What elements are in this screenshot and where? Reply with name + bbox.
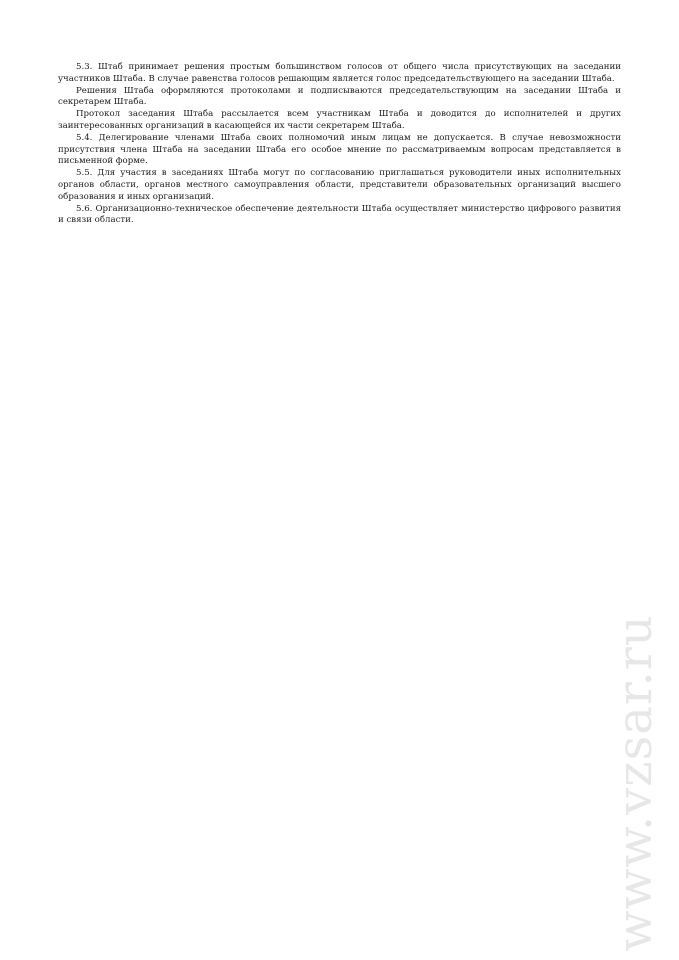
paragraph-5-6: 5.6. Организационно-техническое обеспечение деятельности Штаба осуществляет министерство цифрового развития и связи области.	[58, 203, 621, 226]
paragraph-5-4: 5.4. Делегирование членами Штаба своих полномочий иным лицам не допускается. В случае невозможности присутствия члена Штаба на заседании Штаба его особое мнение по рассматриваемым вопросам представляется в письменной форме.	[58, 132, 621, 167]
paragraph-5-5: 5.5. Для участия в заседаниях Штаба могут по согласованию приглашаться руководители иных исполнительных органов области, органов местного самоуправления области, представители образовательных организаций высшего образования и иных организаций.	[58, 168, 621, 202]
paragraph-decisions: Решения Штаба оформляются протоколами и подписываются председательствующим на заседании Штаба и секретарем Штаба.	[58, 85, 621, 108]
paragraph-protocol: Протокол заседания Штаба рассылается всем участникам Штаба и доводится до исполнителей и других заинтересованных организаций в касающейся их части секретарем Штаба.	[58, 109, 621, 131]
paragraph-5-3: 5.3. Штаб принимает решения простым большинством голосов от общего числа присутствующих на заседании участников Штаба. В случае равенства голосов решающим является голос председательствующего на заседании Штаба.	[58, 62, 621, 84]
watermark	[605, 614, 665, 952]
document-body	[58, 62, 621, 227]
watermark-text: www.vzsar.ru	[607, 614, 663, 952]
